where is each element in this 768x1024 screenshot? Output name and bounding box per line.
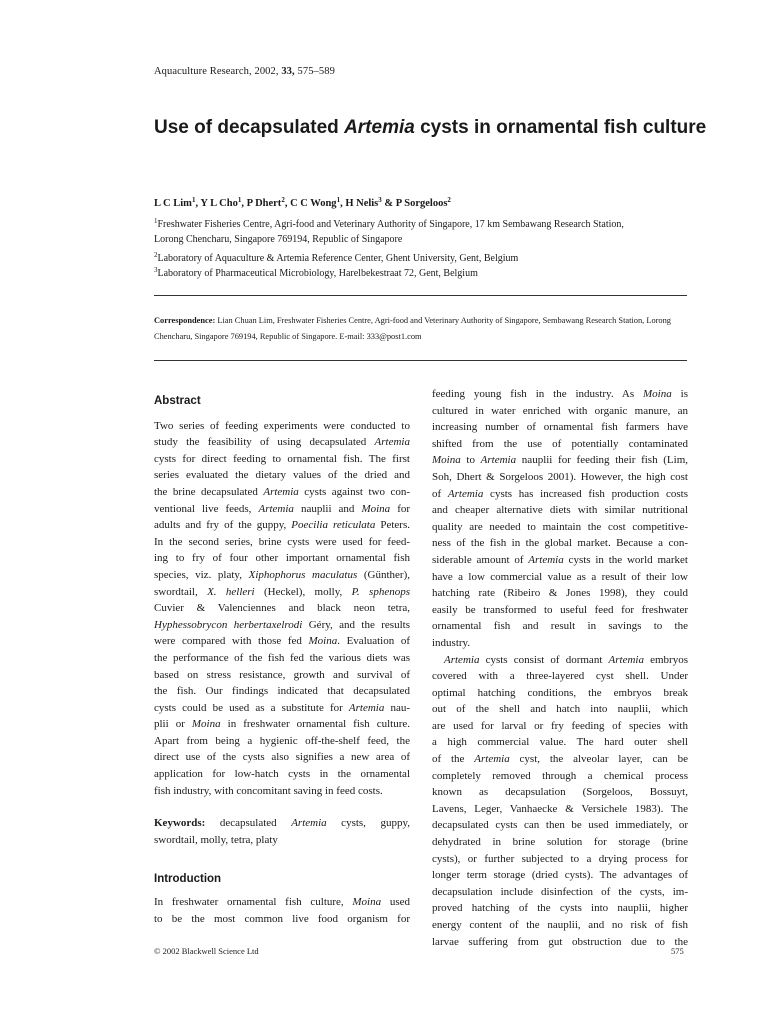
abstract-line: swordtail, X. helleri (Heckel), molly, P. sphenops [154,585,410,598]
abstract-line: cysts for direct feeding to ornamental fish. The first [154,452,410,465]
abstract-line: direct use of the cysts also signifies a new area of [154,751,410,764]
author: Y L Cho$^1$ [200,196,242,209]
author: H Nelis$^3$ [345,196,382,209]
affiliation-line: Lorong Chencharu, Singapore 769194, Republic of Singapore [154,234,403,245]
affiliation-line: $^1$Freshwater Fisheries Centre, Agri-food and Veterinary Authority of Singapore, 17 km Sembawang Research Station, [154,217,624,230]
body-line: ness of the fish in the global market. Because a con- [432,537,688,550]
keywords-line: swordtail, molly, tetra, platy [154,833,278,846]
body-line: longer term storage (dried cysts). The advantages of [432,869,688,882]
body-line: Moina to Artemia nauplii for feeding their fish (Lim, [432,454,689,467]
abstract-line: the performance of the fish fed the various diets was [154,651,410,664]
abstract-body [154,418,410,800]
correspondence [154,313,694,345]
body-line: siderable amount of Artemia cysts in the world market [432,553,688,566]
body-line: cultured in water enriched with organic manure, an [432,404,688,417]
correspondence-text: Lian Chuan Lim, Freshwater Fisheries Centre, Agri-food and Veterinary Authority of Singapore, Sembawang Research Station, Lorong Chencharu, Singapore 769194, Republic of Singapore. E-mail: 333@post1.com [154,316,671,341]
introduction-body [154,894,410,927]
abstract-line: ing to fry of four other important ornamental fish [154,552,410,565]
left-column [154,393,410,927]
abstract-line: plii or Moina in freshwater ornamental fish culture. [154,718,410,731]
keywords-line: Keywords: decapsulated Artemia cysts, guppy, [154,817,410,830]
journal-year: 2002, [254,66,279,77]
abstract-heading: Abstract [154,395,201,407]
journal-pages: 575–589 [297,66,335,77]
body-line: are used for larval or fry feeding of species with [432,719,688,732]
page-number: 575 [671,946,684,956]
author: C C Wong$^1$ [290,196,341,209]
abstract-line: ventional live feeds, Artemia nauplii and Moina for [154,502,411,515]
body-line: Artemia cysts consist of dormant Artemia embryos [444,653,688,666]
introduction-line: In freshwater ornamental fish culture, Moina used [154,896,410,909]
abstract-line: series evaluated the dietary values of the dried and [154,469,410,482]
body-line: have a low commercial value as a result of their low [432,570,688,583]
journal-volume: 33, [281,66,295,77]
abstract-line: Two series of feeding experiments were conducted to [154,419,410,432]
affiliation-line: $^3$Laboratory of Pharmaceutical Microbiology, Harelbekestraat 72, Gent, Belgium [154,266,478,279]
abstract-line: application for low-hatch cysts in the ornamental [154,768,410,781]
abstract-line: study the feasibility of using decapsulated Artemia [154,436,410,449]
copyright-notice: © 2002 Blackwell Science Ltd [154,946,259,956]
body-line: proved hatching of the cysts into nauplii, higher [432,902,688,915]
abstract-line: Cuvier & Valenciennes and black neon tetra, [154,602,410,615]
body-line: and cheaper alternative diets with similar nutritional [432,504,688,517]
body-line: ornamental fish and result in savings to the [432,620,688,633]
title-italic: Artemia [344,117,415,138]
body-line: decapsulation include disinfection of the cysts, im- [432,885,688,898]
body-line: known as decapsulation (Sorgeloos, Bossuyt, [432,786,688,799]
abstract-line: based on stress resistance, growth and survival of [154,668,410,681]
correspondence-label: Correspondence: [154,316,216,325]
body-line: completely removed through a chemical process [432,769,688,782]
body-line: Lavens, Leger, Vanhaecke & Versichele 1983). The [432,802,688,815]
affiliation-line: $^2$Laboratory of Aquaculture & Artemia Reference Center, Ghent University, Gent, Belgium [154,251,519,264]
body-line: increasing number of ornamental fish farmers have [432,421,688,434]
body-line: larvae suffering from gut obstruction due to the [432,935,688,948]
body-line: of the Artemia cyst, the alveolar layer, can be [432,753,688,766]
abstract-line: fish industry, with concomitant saving in feed costs. [154,784,383,797]
body-line: out of the shell and hatch into nauplii, which [432,703,688,716]
body-line: decapsulated cysts can then be used immediately, or [432,819,688,832]
body-line: easily be transformed to useful feed for freshwater [432,603,688,616]
body-line: quality are needed to maintain the cost competitive- [432,520,688,533]
body-line: shifted from the use of potentially contaminated [432,437,688,450]
introduction-line: to be the most common live food organism for [154,912,410,925]
abstract-line: In the second series, brine cysts were used for feed- [154,535,410,548]
abstract-line: were compared with those fed Moina. Evaluation of [154,635,410,648]
body-line: hatching rate (Ribeiro & Jones 1998), they could [432,587,688,600]
abstract-line: species, viz. platy, Xiphophorus maculatus (Günther), [154,568,411,581]
abstract-line: Hyphessobrycon herbertaxelrodi Géry, and the results [154,618,410,631]
author-list: L C Lim$^1$, Y L Cho$^1$, P Dhert$^2$, C C Wong$^1$, H Nelis$^3$ & P Sorgeloos$^2$ [154,196,451,209]
title-text-1: Use of decapsulated [154,117,345,138]
body-line: optimal hatching conditions, the embryos break [432,686,688,699]
abstract-line: adults and fry of the guppy, Poecilia reticulata Peters. [154,519,411,532]
paper-title [154,113,714,142]
body-line: cysts), or further subjected to a drying process for [432,852,688,865]
body-line: of Artemia cysts has increased fish production costs [432,487,688,500]
keywords-label: Keywords: [154,817,220,830]
abstract-line: the fish. Our findings indicated that decapsulated [154,685,410,698]
body-line: industry. [432,636,471,649]
author: P Sorgeloos$^2$ [395,196,451,209]
abstract-line: Apart from being a hygienic off-the-shelf feed, the [154,734,410,747]
divider-bottom [154,360,687,361]
body-line: energy content of the nauplii, and no risk of fish [432,919,688,931]
body-line: feeding young fish in the industry. As Moina is [432,388,688,400]
body-line: covered with a three-layered cyst shell. Under [432,670,688,683]
journal-citation [154,66,335,77]
abstract-line: cysts could be used as a substitute for Artemia nau- [154,701,410,714]
divider-top [154,295,687,296]
author: P Dhert$^2$ [246,196,285,209]
body-line: a high commercial value. The hard outer shell [432,736,688,749]
author: L C Lim$^1$ [154,196,196,209]
journal-name: Aquaculture Research, [154,66,252,77]
title-text-2: cysts in ornamental fish culture [414,117,707,138]
body-line: Soh, Dhert & Sorgeloos 2001). However, the high cost [432,470,688,483]
right-column [432,386,688,950]
keywords [154,815,410,848]
introduction-heading: Introduction [154,873,222,886]
body-line: dehydrated in brine solution for storage (brine [432,836,688,849]
abstract-line: the brine decapsulated Artemia cysts against two con- [154,485,410,498]
